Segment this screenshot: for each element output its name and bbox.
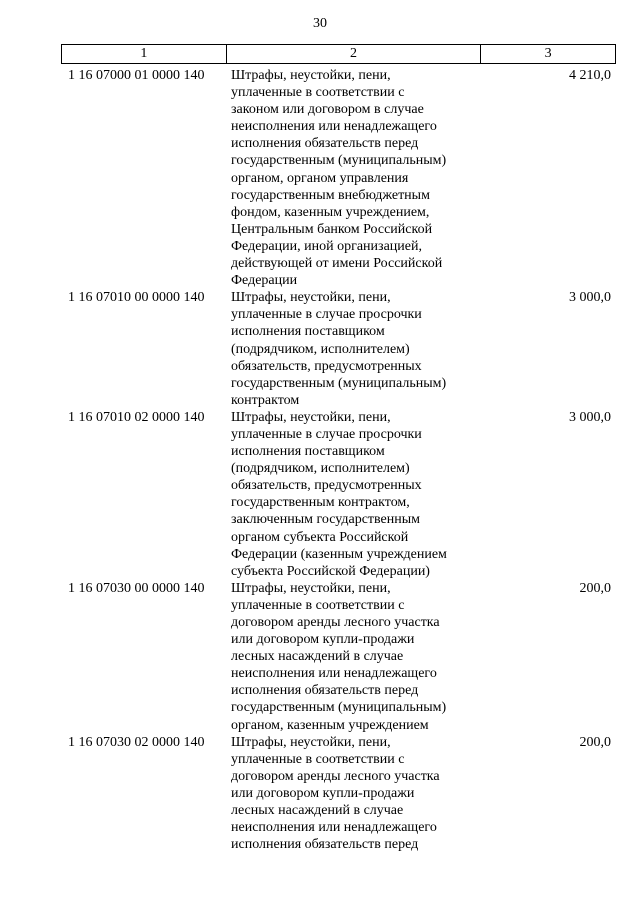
description-line: Федерации (казенным учреждением	[231, 546, 447, 562]
description-line: действующей от имени Российской	[231, 256, 443, 272]
description-line: Штрафы, неустойки, пени,	[231, 68, 391, 83]
description-line: договором аренды лесного участка	[231, 615, 440, 630]
description-line: уплаченные в соответствии с	[231, 85, 405, 101]
description-line: органом субъекта Российской	[231, 529, 409, 545]
description-line: Штрафы, неустойки, пени,	[231, 290, 391, 306]
table-row	[61, 67, 616, 289]
description-line: договором аренды лесного участка	[231, 768, 440, 784]
budget-table	[61, 44, 616, 853]
table-row	[61, 580, 616, 734]
income-code: 1 16 07010 02 0000 140	[68, 409, 205, 425]
income-description	[230, 580, 484, 734]
income-amount: 200,0	[579, 580, 611, 596]
description-line: или договором купли-продажи	[231, 785, 415, 801]
description-line: исполнения обязательств перед	[231, 683, 419, 699]
description-line: государственным внебюджетным	[231, 187, 430, 203]
income-code: 1 16 07030 00 0000 140	[68, 580, 205, 596]
description-line: органом, органом управления	[231, 170, 409, 186]
income-description	[230, 67, 484, 289]
description-line: исполнения поставщиком	[231, 444, 385, 460]
description-line: или договором купли-продажи	[231, 632, 415, 648]
income-description	[230, 289, 484, 409]
description-line: заключенным государственным	[231, 512, 421, 528]
description-line: уплаченные в соответствии с	[231, 751, 405, 767]
description-line: государственным (муниципальным)	[231, 153, 447, 169]
table-header-row	[61, 44, 616, 64]
description-line: обязательств, предусмотренных	[231, 358, 422, 374]
description-line: неисполнения или ненадлежащего	[231, 820, 437, 836]
income-amount: 200,0	[579, 734, 611, 750]
income-code: 1 16 07000 01 0000 140	[68, 68, 205, 83]
column-header-amount: 3	[481, 45, 616, 63]
description-line: исполнения поставщиком	[231, 324, 385, 340]
description-line: субъекта Российской Федерации)	[231, 563, 430, 579]
income-amount: 3 000,0	[569, 290, 611, 306]
description-line: неисполнения или ненадлежащего	[231, 119, 437, 135]
column-header-code: 1	[62, 45, 227, 63]
description-line: неисполнения или ненадлежащего	[231, 666, 437, 682]
description-line: органом, казенным учреждением	[231, 717, 429, 733]
description-line: Штрафы, неустойки, пени,	[231, 734, 391, 750]
description-line: (подрядчиком, исполнителем)	[231, 461, 410, 477]
description-line: уплаченные в случае просрочки	[231, 307, 422, 323]
income-amount: 3 000,0	[569, 409, 611, 425]
description-line: государственным контрактом,	[231, 495, 410, 511]
description-line: Федерации, иной организацией,	[231, 238, 422, 254]
description-line: Федерации	[231, 273, 298, 289]
income-description	[230, 734, 484, 854]
income-code: 1 16 07010 00 0000 140	[68, 290, 205, 306]
description-line: Центральным банком Российской	[231, 221, 433, 237]
description-line: (подрядчиком, исполнителем)	[231, 341, 410, 357]
description-line: исполнения обязательств перед	[231, 837, 419, 853]
column-header-name: 2	[227, 45, 482, 63]
income-description	[230, 409, 484, 580]
income-code: 1 16 07030 02 0000 140	[68, 734, 205, 750]
description-line: фондом, казенным учреждением,	[231, 204, 430, 220]
description-line: уплаченные в случае просрочки	[231, 426, 422, 442]
description-line: лесных насаждений в случае	[231, 803, 404, 819]
description-line: государственным (муниципальным)	[231, 700, 447, 716]
description-line: контрактом	[231, 392, 300, 408]
description-line: уплаченные в соответствии с	[231, 597, 405, 613]
description-line: государственным (муниципальным)	[231, 375, 447, 391]
table-body	[61, 64, 616, 853]
page-number: 30	[313, 16, 327, 31]
description-line: законом или договором в случае	[231, 102, 424, 118]
description-line: обязательств, предусмотренных	[231, 478, 422, 494]
description-line: лесных насаждений в случае	[231, 649, 404, 665]
description-line: исполнения обязательств перед	[231, 136, 419, 152]
table-row	[61, 409, 616, 580]
table-row	[61, 289, 616, 409]
table-row	[61, 734, 616, 854]
income-amount: 4 210,0	[569, 68, 611, 83]
description-line: Штрафы, неустойки, пени,	[231, 409, 391, 425]
description-line: Штрафы, неустойки, пени,	[231, 580, 391, 596]
